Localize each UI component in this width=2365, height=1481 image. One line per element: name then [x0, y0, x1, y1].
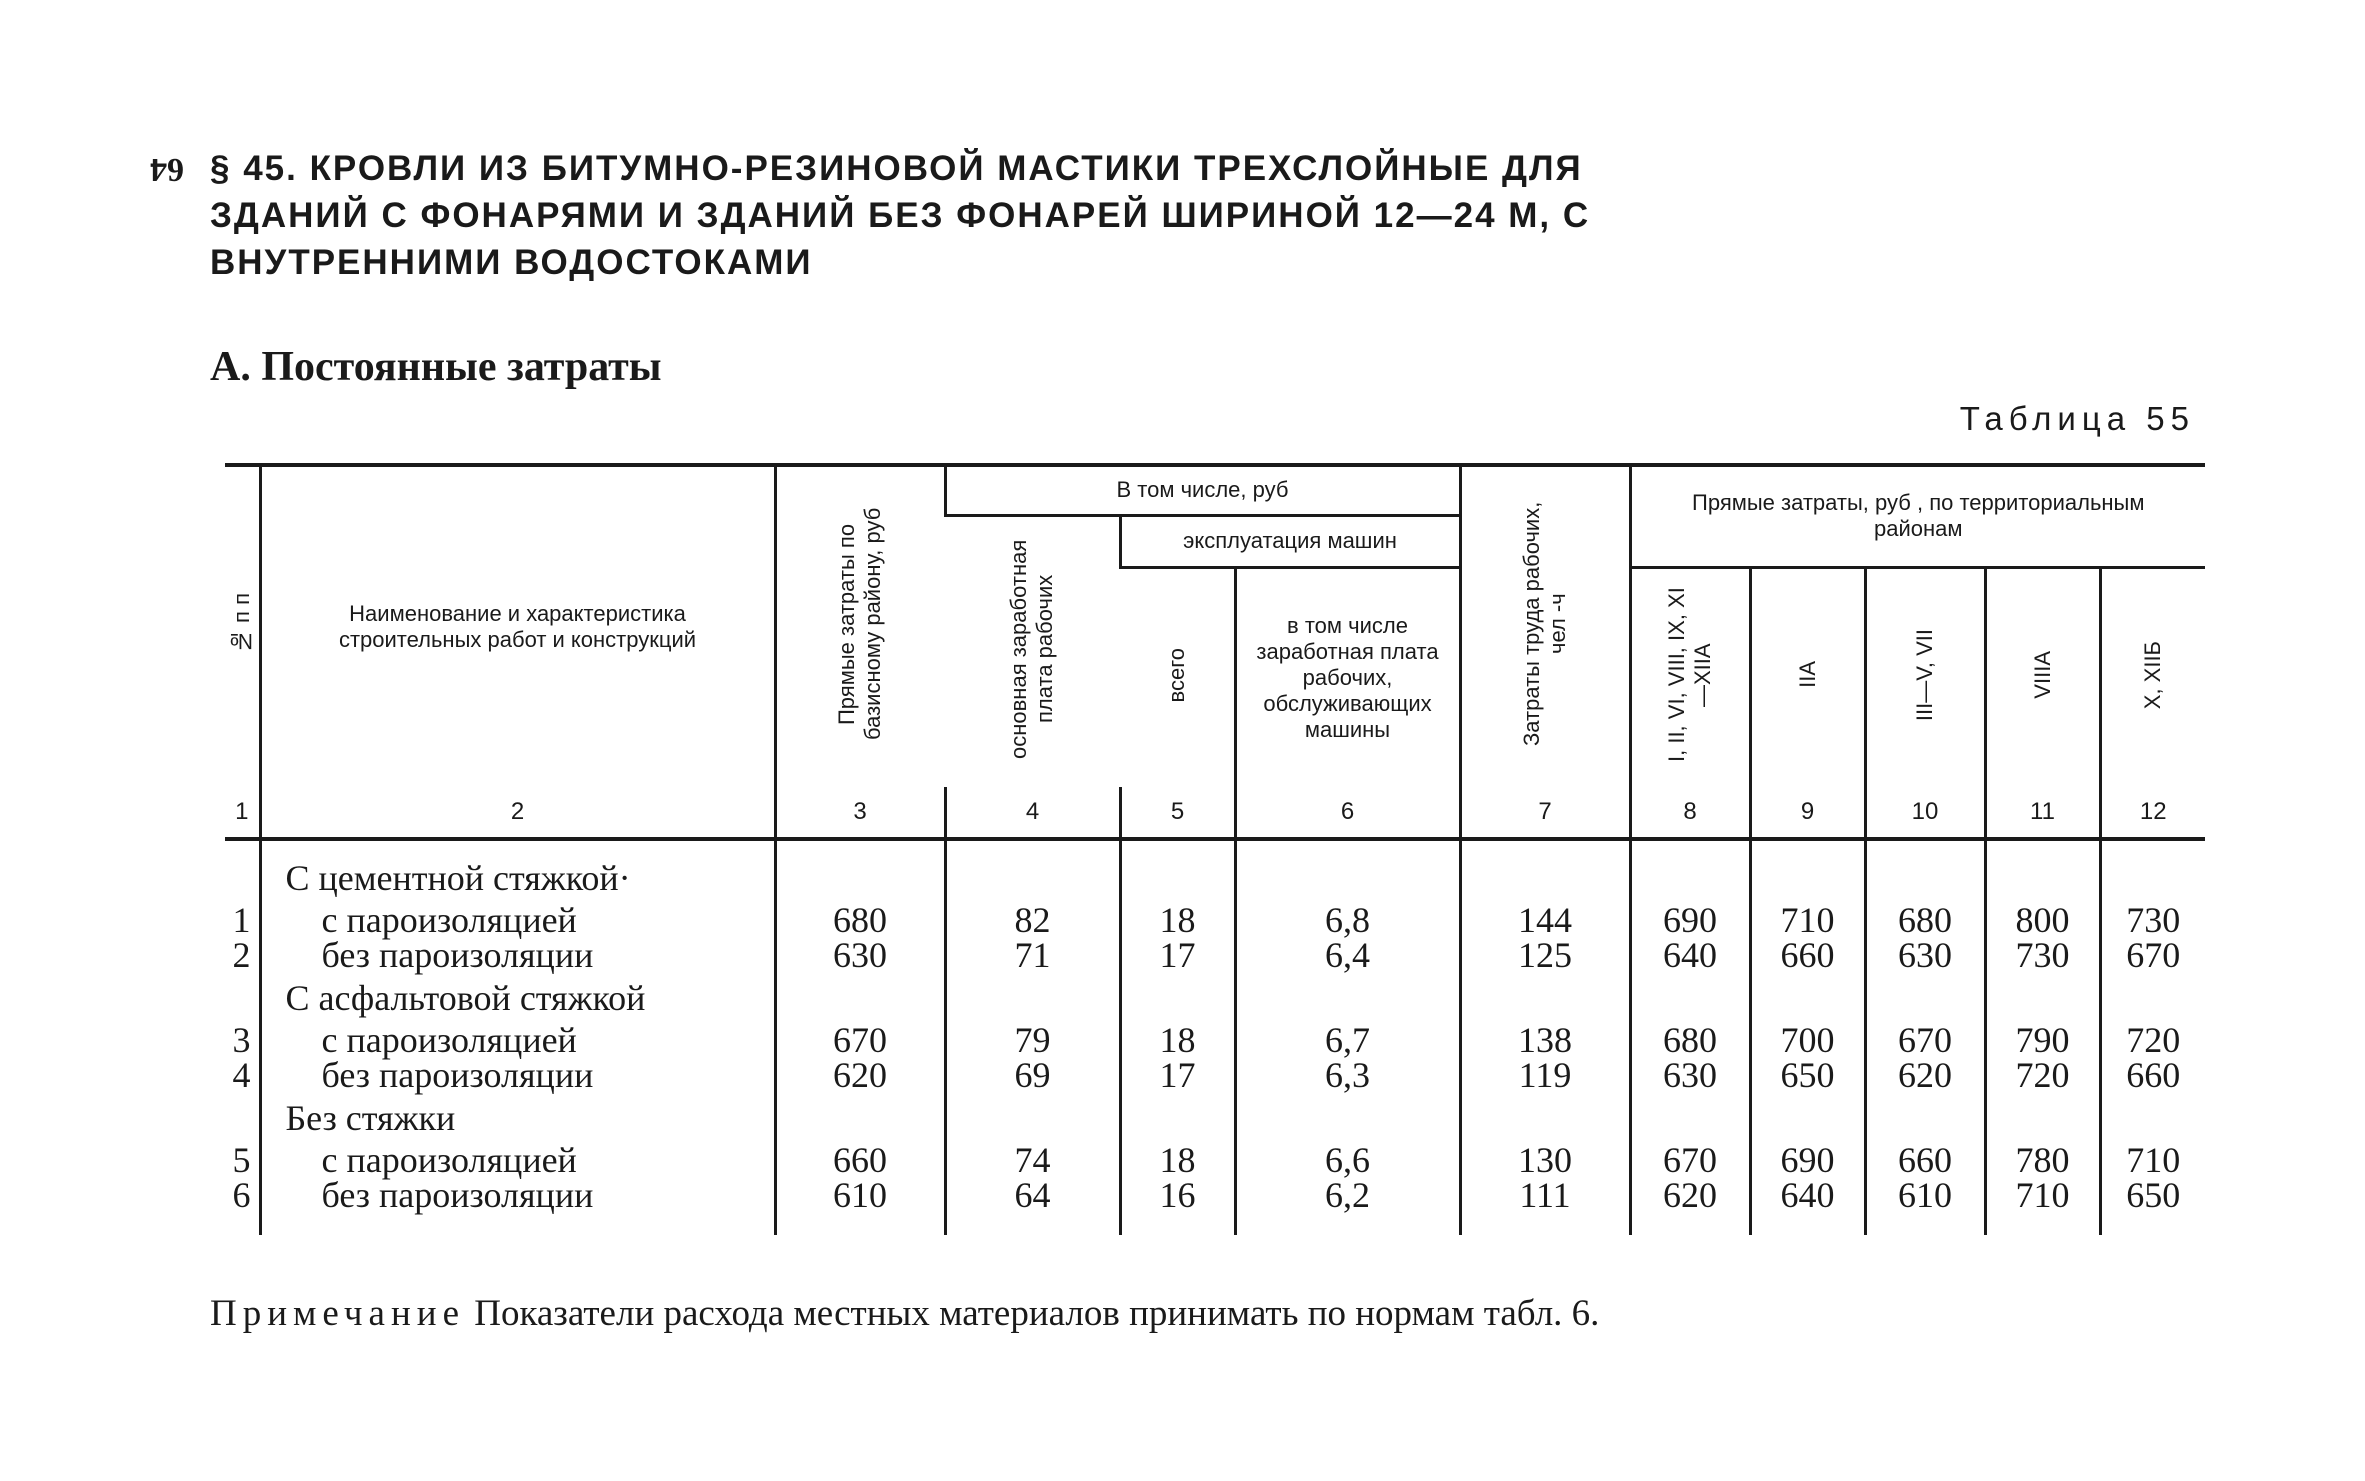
empty-cell [1235, 1093, 1460, 1143]
empty-cell [1750, 973, 1865, 1023]
value-cell-c4: 82 [945, 903, 1120, 938]
empty-cell [1460, 853, 1630, 903]
value-cell-c10: 610 [1865, 1178, 1985, 1213]
column-numbers-row [225, 787, 2205, 839]
spacer-row [225, 839, 2205, 853]
table-row [225, 1058, 2205, 1093]
empty-cell [775, 1213, 945, 1235]
value-cell-c8: 620 [1630, 1178, 1750, 1213]
empty-cell [1750, 1213, 1865, 1235]
value-cell-c3: 620 [775, 1058, 945, 1093]
empty-cell [1120, 973, 1235, 1023]
header-name: Наименование и характеристика строительных работ и конструкций [260, 465, 775, 787]
empty-cell [1630, 1093, 1750, 1143]
value-cell-c5: 18 [1120, 1143, 1235, 1178]
group-title: С асфальтовой стяжкой [260, 973, 775, 1023]
empty-cell [1865, 1093, 1985, 1143]
empty-cell [225, 853, 260, 903]
empty-cell [1985, 1093, 2100, 1143]
header-row-number: № п п [228, 593, 254, 655]
group-title: Без стяжки [260, 1093, 775, 1143]
value-cell-c7: 119 [1460, 1058, 1630, 1093]
value-cell-c11: 800 [1985, 903, 2100, 938]
empty-cell [1985, 1213, 2100, 1235]
value-cell-c7: 138 [1460, 1023, 1630, 1058]
empty-cell [1120, 1213, 1235, 1235]
value-cell-c5: 17 [1120, 1058, 1235, 1093]
empty-cell [775, 853, 945, 903]
row-number: 3 [232, 1020, 251, 1060]
value-cell-c11: 790 [1985, 1023, 2100, 1058]
value-cell-c6: 6,4 [1235, 938, 1460, 973]
table-caption: Таблица 55 [1959, 400, 2195, 437]
empty-cell [1235, 1213, 1460, 1235]
value-cell-c6: 6,7 [1235, 1023, 1460, 1058]
value-cell-c4: 74 [945, 1143, 1120, 1178]
column-number: 5 [1120, 787, 1235, 839]
table-row [225, 1143, 2205, 1178]
row-number: 1 [232, 900, 251, 940]
value-cell-c3: 630 [775, 938, 945, 973]
header-region-3: III—V, VII [1865, 567, 1985, 787]
column-number: 10 [1865, 787, 1985, 839]
header-region-5: X, XIIБ [2100, 567, 2205, 787]
value-cell-c8: 670 [1630, 1143, 1750, 1178]
value-cell-c10: 680 [1865, 903, 1985, 938]
empty-cell [2100, 853, 2205, 903]
empty-cell [1630, 1213, 1750, 1235]
value-cell-c8: 680 [1630, 1023, 1750, 1058]
empty-cell [1630, 973, 1750, 1023]
header-machines-total: всего [1163, 647, 1189, 702]
empty-cell [945, 1093, 1120, 1143]
cost-table [225, 463, 2205, 1235]
table-row [225, 1178, 2205, 1213]
value-cell-c4: 79 [945, 1023, 1120, 1058]
value-cell-c11: 730 [1985, 938, 2100, 973]
column-number: 2 [260, 787, 775, 839]
empty-cell [1865, 853, 1985, 903]
value-cell-c11: 780 [1985, 1143, 2100, 1178]
subsection-heading: А. Постоянные затраты [210, 344, 662, 390]
column-number: 3 [775, 787, 945, 839]
value-cell-c9: 710 [1750, 903, 1865, 938]
value-cell-c7: 130 [1460, 1143, 1630, 1178]
value-cell-c3: 680 [775, 903, 945, 938]
value-cell-c11: 720 [1985, 1058, 2100, 1093]
row-number: 5 [232, 1140, 251, 1180]
value-cell-c7: 111 [1460, 1178, 1630, 1213]
empty-cell [1120, 1093, 1235, 1143]
header-base-wage: основная заработная плата рабочих [1005, 539, 1057, 759]
header-labor: Затраты труда рабочих, чел -ч [1460, 465, 1630, 787]
value-cell-c8: 630 [1630, 1058, 1750, 1093]
note-text: Показатели расхода местных материалов принимать по нормам табл. 6. [474, 1293, 1600, 1334]
empty-cell [1985, 853, 2100, 903]
empty-cell [945, 973, 1120, 1023]
value-cell-c10: 670 [1865, 1023, 1985, 1058]
empty-cell [1235, 853, 1460, 903]
group-title: С цементной стяжкой· [260, 853, 775, 903]
group-title-row [225, 1093, 2205, 1143]
value-cell-c12: 670 [2100, 938, 2205, 973]
column-number: 4 [945, 787, 1120, 839]
row-name: без пароизоляции [260, 938, 775, 973]
value-cell-c5: 16 [1120, 1178, 1235, 1213]
empty-cell [2100, 1213, 2205, 1235]
empty-cell [1460, 973, 1630, 1023]
empty-cell [225, 1093, 260, 1143]
value-cell-c4: 69 [945, 1058, 1120, 1093]
column-number: 1 [225, 787, 260, 839]
table-row [225, 1023, 2205, 1058]
group-title-row [225, 853, 2205, 903]
header-base-cost: Прямые затраты по базисному району, руб [775, 465, 945, 787]
table-note [210, 1292, 1599, 1335]
value-cell-c5: 18 [1120, 903, 1235, 938]
value-cell-c7: 144 [1460, 903, 1630, 938]
empty-cell [1865, 1213, 1985, 1235]
group-title-row [225, 973, 2205, 1023]
value-cell-c9: 660 [1750, 938, 1865, 973]
value-cell-c5: 18 [1120, 1023, 1235, 1058]
row-name: с пароизоляцией [260, 1143, 775, 1178]
header-group-machines: эксплуатация машин [1120, 515, 1460, 567]
value-cell-c4: 64 [945, 1178, 1120, 1213]
value-cell-c9: 640 [1750, 1178, 1865, 1213]
value-cell-c6: 6,6 [1235, 1143, 1460, 1178]
header-group-regions: Прямые затраты, руб , по территориальным районам [1630, 465, 2205, 567]
value-cell-c3: 610 [775, 1178, 945, 1213]
column-number: 7 [1460, 787, 1630, 839]
header-region-2: IIA [1750, 567, 1865, 787]
value-cell-c6: 6,2 [1235, 1178, 1460, 1213]
value-cell-c6: 6,8 [1235, 903, 1460, 938]
value-cell-c8: 690 [1630, 903, 1750, 938]
value-cell-c10: 660 [1865, 1143, 1985, 1178]
row-name: без пароизоляции [260, 1178, 775, 1213]
page-number: 64 [150, 151, 184, 188]
value-cell-c5: 17 [1120, 938, 1235, 973]
empty-cell [1120, 853, 1235, 903]
empty-cell [2100, 1093, 2205, 1143]
value-cell-c10: 630 [1865, 938, 1985, 973]
value-cell-c6: 6,3 [1235, 1058, 1460, 1093]
header-region-1: I, II, VI, VIII, IX, XI—XIIA [1630, 567, 1750, 787]
header-machines-wage: в том числе заработная плата рабочих, обслуживающих машины [1235, 567, 1460, 787]
value-cell-c4: 71 [945, 938, 1120, 973]
row-name: без пароизоляции [260, 1058, 775, 1093]
empty-cell [2100, 973, 2205, 1023]
value-cell-c11: 710 [1985, 1178, 2100, 1213]
spacer-row [225, 1213, 2205, 1235]
value-cell-c9: 700 [1750, 1023, 1865, 1058]
empty-cell [775, 973, 945, 1023]
empty-cell [1235, 973, 1460, 1023]
empty-cell [1865, 973, 1985, 1023]
empty-cell [1750, 853, 1865, 903]
value-cell-c12: 730 [2100, 903, 2205, 938]
table-row [225, 938, 2205, 973]
column-number: 9 [1750, 787, 1865, 839]
empty-cell [260, 1213, 775, 1235]
row-number: 2 [232, 935, 251, 975]
empty-cell [1460, 1213, 1630, 1235]
column-number: 12 [2100, 787, 2205, 839]
value-cell-c3: 670 [775, 1023, 945, 1058]
value-cell-c12: 720 [2100, 1023, 2205, 1058]
empty-cell [225, 1213, 260, 1235]
column-number: 8 [1630, 787, 1750, 839]
row-name: с пароизоляцией [260, 1023, 775, 1058]
row-number: 6 [232, 1175, 251, 1215]
table-row [225, 903, 2205, 938]
value-cell-c9: 650 [1750, 1058, 1865, 1093]
row-name: с пароизоляцией [260, 903, 775, 938]
value-cell-c12: 650 [2100, 1178, 2205, 1213]
value-cell-c8: 640 [1630, 938, 1750, 973]
header-region-4: VIIIA [1985, 567, 2100, 787]
empty-cell [945, 1213, 1120, 1235]
value-cell-c12: 710 [2100, 1143, 2205, 1178]
value-cell-c12: 660 [2100, 1058, 2205, 1093]
empty-cell [225, 973, 260, 1023]
value-cell-c3: 660 [775, 1143, 945, 1178]
header-group-in-that: В том числе, руб [945, 465, 1460, 515]
column-number: 6 [1235, 787, 1460, 839]
note-label: Примечание [210, 1293, 465, 1334]
empty-cell [1985, 973, 2100, 1023]
section-heading: § 45. КРОВЛИ ИЗ БИТУМНО-РЕЗИНОВОЙ МАСТИКИ ТРЕХСЛОЙНЫЕ ДЛЯ ЗДАНИЙ С ФОНАРЯМИ И ЗДАНИЙ БЕЗ ФОНАРЕЙ ШИРИНОЙ 12—24 М, С ВНУТРЕННИМИ ВОДОСТОКАМИ [210, 149, 1591, 282]
row-number: 4 [232, 1055, 251, 1095]
value-cell-c9: 690 [1750, 1143, 1865, 1178]
empty-cell [945, 853, 1120, 903]
empty-cell [1750, 1093, 1865, 1143]
empty-cell [1630, 853, 1750, 903]
value-cell-c7: 125 [1460, 938, 1630, 973]
empty-cell [1460, 1093, 1630, 1143]
empty-cell [775, 1093, 945, 1143]
value-cell-c10: 620 [1865, 1058, 1985, 1093]
column-number: 11 [1985, 787, 2100, 839]
